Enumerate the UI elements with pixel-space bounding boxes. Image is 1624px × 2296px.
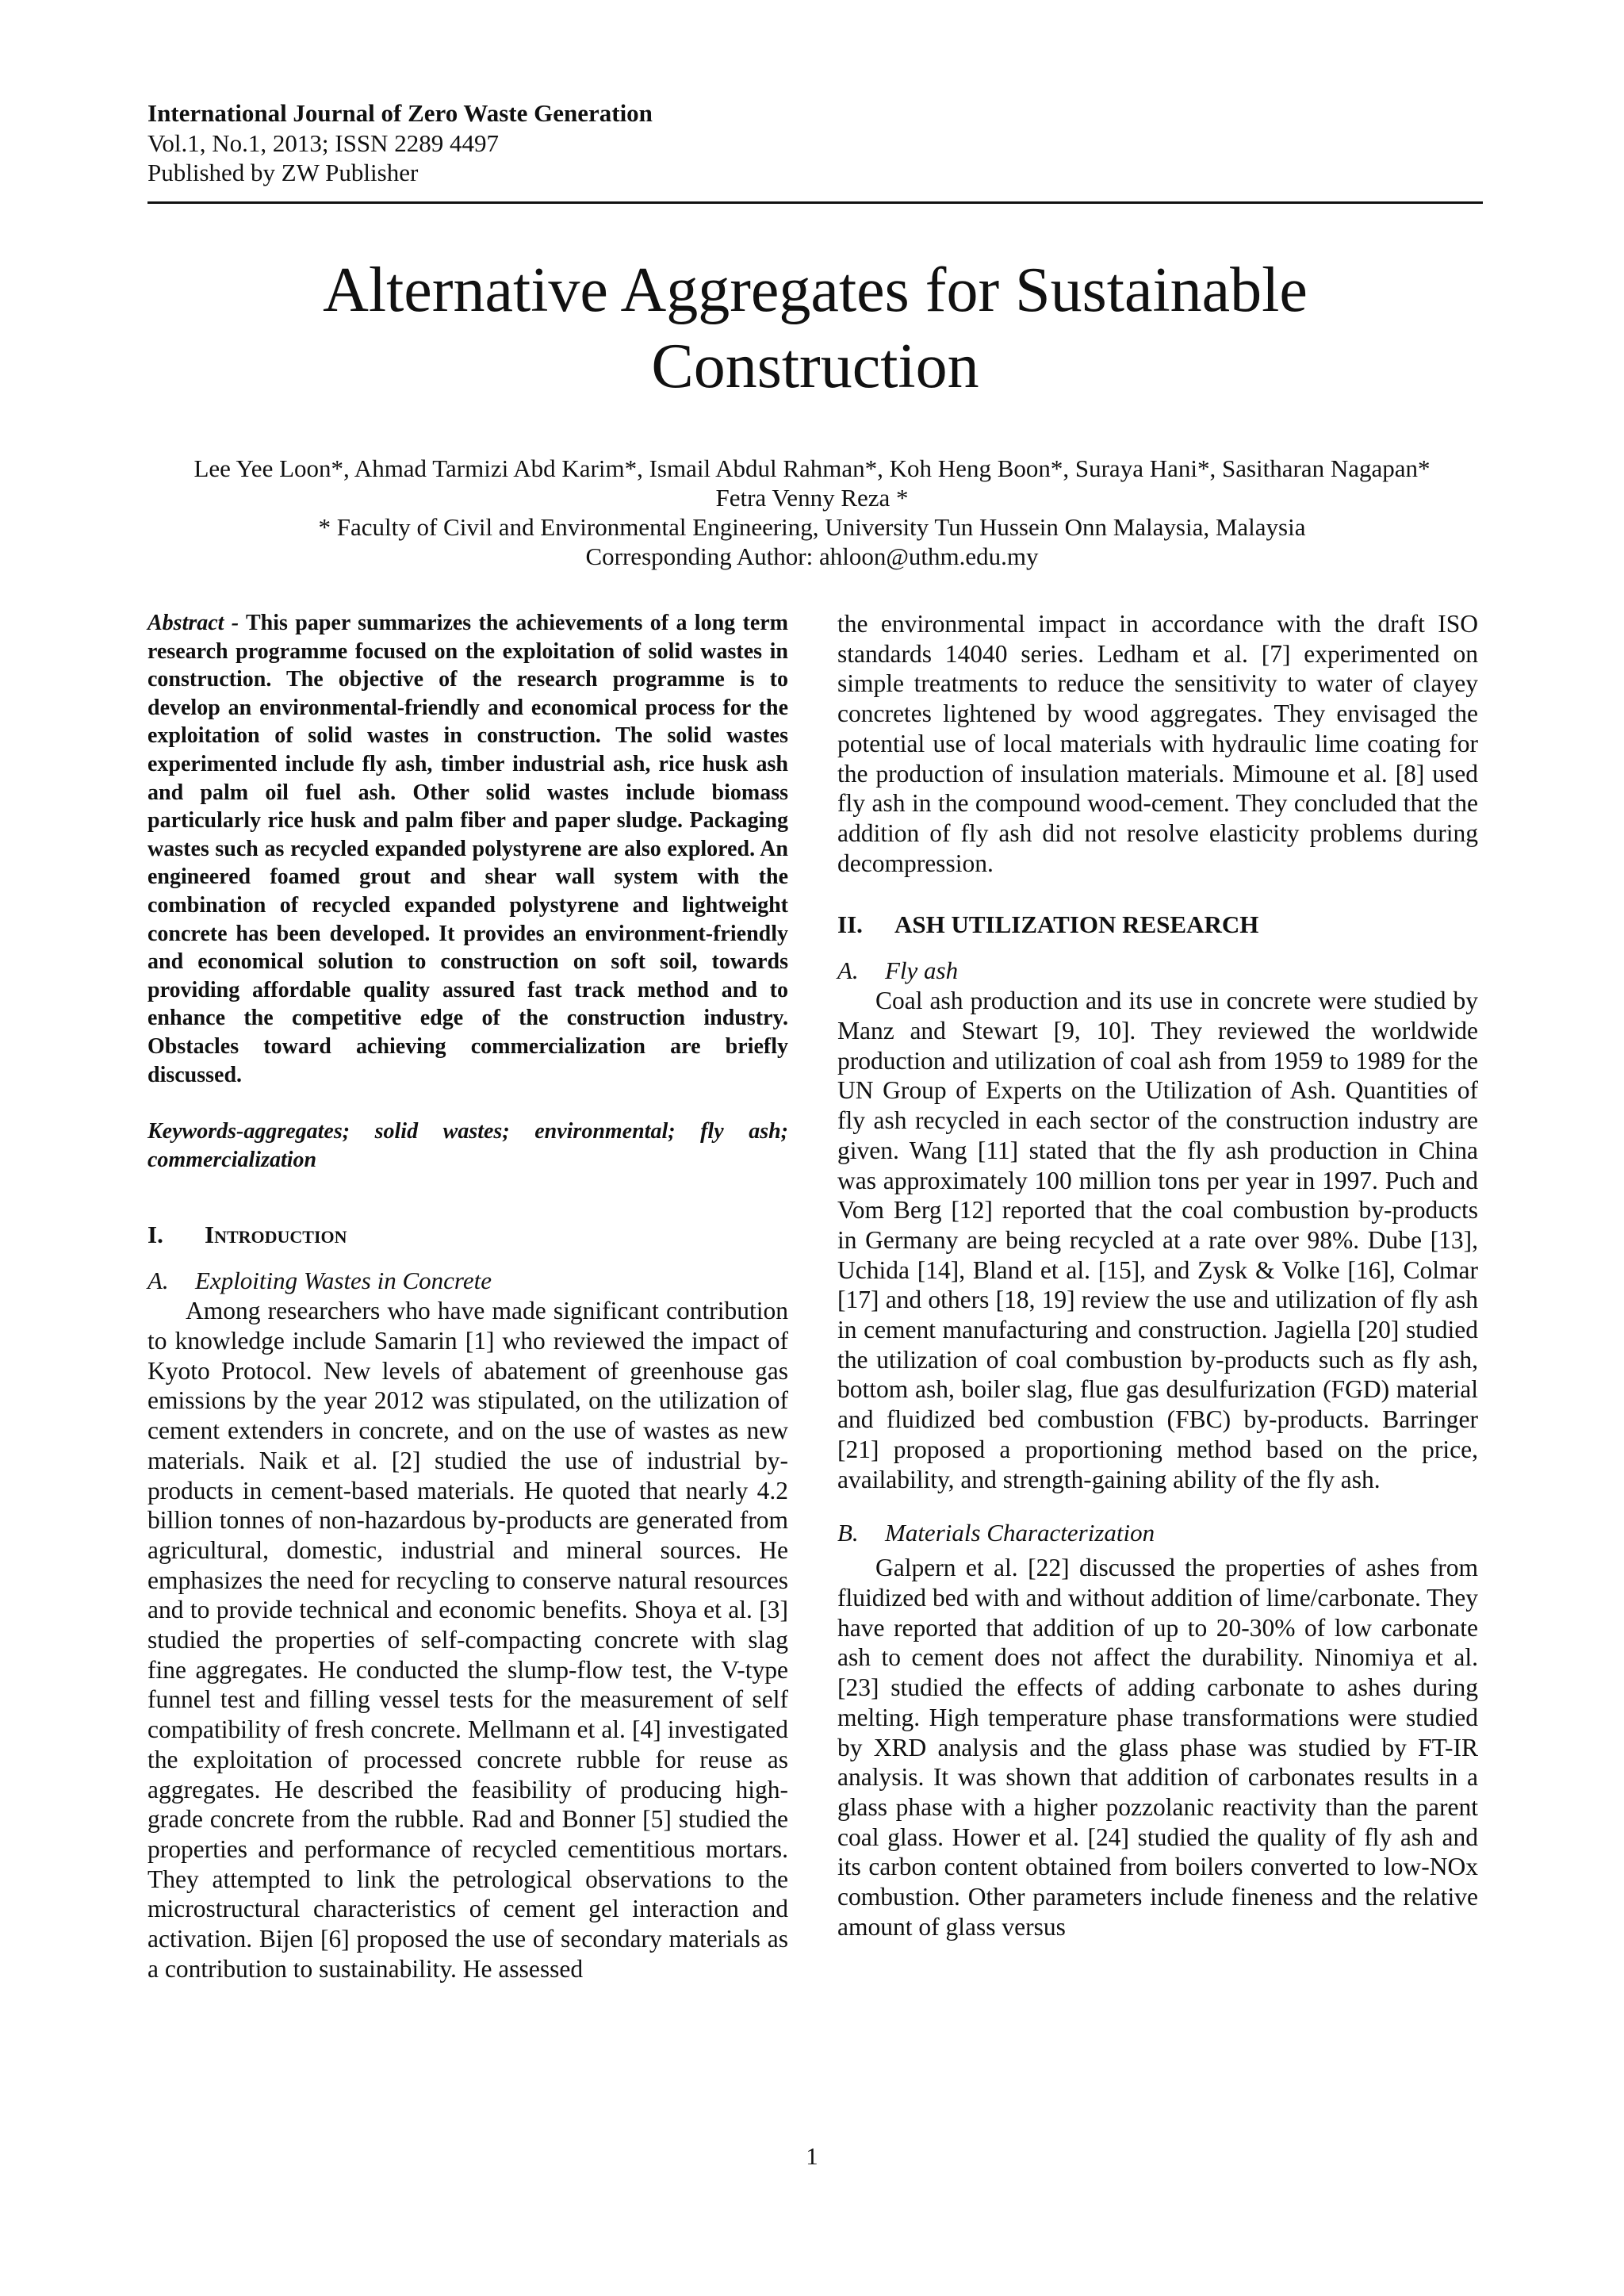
corresponding-author: Corresponding Author: ahloon@uthm.edu.my (585, 542, 1039, 570)
paper-title (147, 252, 1483, 404)
author-block (79, 454, 1545, 571)
abstract (147, 609, 788, 1089)
title-line-1: Alternative Aggregates for Sustainable (323, 255, 1308, 325)
paragraph-fly-ash: Coal ash production and its use in concrete were studied by Manz and Stewart [9, 10]. They reviewed the worldwide production and utilization of coal ash from 1959 to 1989 for the UN Group of Experts on the Utilization of Ash. Quantities of fly ash recycled in each sector of the construction industry are given. Wang [11] stated that the fly ash production in China was approximately 100 million tons per year in 1997. Puch and Vom Berg [12] reported that the coal combustion by-products in Germany are being recycled at a rate over 98%. Dube [13], Uchida [14], Bland et al. [15], and Zysk & Volke [16], Colmar [17] and others [18, 19] review the use and utilization of fly ash in cement manufacturing and construction. Jagiella [20] studied the utilization of coal combustion by-products such as fly ash, bottom ash, boiler slag, flue gas desulfurization (FGD) material and fluidized bed combustion (FBC) by-products. Barringer [21] proposed a proportioning method based on the price, availability, and strength-gaining ability of the fly ash. (837, 987, 1478, 1493)
author-list-continued: Fetra Venny Reza * (715, 484, 909, 512)
paragraph-introduction: Among researchers who have made significant contribution to knowledge include Samarin [1] who reviewed the impact of Kyoto Protocol. New levels of abatement of greenhouse gas emissions by the year 2012 was stipulated, on the utilization of cement extenders in concrete, and on the use of wastes as new materials. Naik et al. [2] studied the use of industrial by-products in cement-based materials. He quoted that nearly 4.2 billion tonnes of non-hazardous by-products are generated from agricultural, domestic, industrial and mineral sources. He emphasizes the need for recycling to conserve natural resources and to provide technical and economic benefits. Shoya et al. [3] studied the properties of self-compacting concrete with slag fine aggregates. He conducted the slump-flow test, the V-type funnel test and filling vessel tests for the measurement of self compatibility of fresh concrete. Mellmann et al. [4] investigated the exploitation of processed concrete rubble for reuse as aggregates. He described the feasibility of producing high-grade concrete from the rubble. Rad and Bonner [5] studied the properties and performance of recycled cementitious mortars. They attempted to link the petrological observations to the microstructural characteristics of cement gel interaction and activation. Bijen [6] proposed the use of secondary materials as a contribution to sustainability. He assessed (147, 1297, 788, 1983)
abstract-lead: Abstract - (147, 611, 239, 635)
journal-volume: Vol.1, No.1, 2013; ISSN 2289 4497 (147, 129, 499, 157)
right-column (837, 609, 1478, 1941)
subsection-number: A. (147, 1267, 169, 1295)
author-list: Lee Yee Loon*, Ahmad Tarmizi Abd Karim*, Ismail Abdul Rahman*, Koh Heng Boon*, Suraya Hani*, Sasitharan Nagapan* (193, 454, 1431, 482)
section-number: II. (837, 910, 863, 939)
subsection-title: Materials Characterization (885, 1519, 1155, 1547)
subsection-heading-materials-characterization (837, 1518, 1478, 1548)
subsection-heading-exploiting-wastes (147, 1266, 788, 1296)
keywords: Keywords-aggregates; solid wastes; environmental; fly ash; commercialization (147, 1119, 788, 1172)
section-number: I. (147, 1221, 163, 1249)
title-line-2: Construction (651, 332, 979, 401)
section-title: ASH UTILIZATION RESEARCH (894, 910, 1259, 939)
journal-header (147, 98, 1483, 187)
abstract-text: This paper summarizes the achievements of a long term research programme focused on the exploitation of solid wastes in construction. The objective of the research programme is to develop an environmental-friendly and economical process for the exploitation of solid wastes in construction. The solid wastes experimented include fly ash, timber industrial ash, rice husk ash and palm oil fuel ash. Other solid wastes include biomass particularly rice husk and palm fiber and paper sludge. Packaging wastes such as recycled expanded polystyrene are also explored. An engineered foamed grout and shear wall system with the combination of recycled expanded polystyrene and lightweight concrete has been developed. It provides an environment-friendly and economical solution to construction on soft soil, towards providing affordable quality assured fast track method and to enhance the competitive edge of the construction industry. Obstacles toward achieving commercialization are briefly discussed. (147, 611, 789, 1087)
subsection-number: B. (837, 1519, 859, 1547)
section-title-rest: ntroduction (214, 1221, 347, 1249)
subsection-title: Exploiting Wastes in Concrete (195, 1267, 492, 1295)
section-heading-ash-utilization (837, 910, 1478, 940)
affiliation: * Faculty of Civil and Environmental Engineering, University Tun Hussein Onn Malaysia, Malaysia (318, 513, 1306, 541)
paragraph-introduction-continued: the environmental impact in accordance with the draft ISO standards 14040 series. Ledham et al. [7] experimented on simple treatments to reduce the sensitivity to water of clayey concretes lightened by wood aggregates. They envisaged the potential use of local materials with hydraulic lime coating for the production of insulation materials. Mimoune et al. [8] used fly ash in the compound wood-cement. They concluded that the addition of fly ash did not resolve elasticity problems during decompression. (837, 610, 1478, 877)
paragraph-materials-characterization: Galpern et al. [22] discussed the properties of ashes from fluidized bed with and without addition of lime/carbonate. They have reported that addition of up to 20-30% of low carbonate ash to cement does not affect the durability. Ninomiya et al. [23] studied the effects of adding carbonate to ashes during melting. High temperature phase transformations were studied by XRD analysis and the glass phase was studied by FT-IR analysis. It was shown that addition of carbonates results in a glass phase with a higher pozzolanic reactivity than the parent coal glass. Hower et al. [24] studied the quality of fly ash and its carbon content obtained from boilers converted to low-NOx combustion. Other parameters include fineness and the relative amount of glass versus (837, 1554, 1478, 1941)
section-heading-introduction (147, 1220, 788, 1250)
subsection-number: A. (837, 956, 859, 985)
page-number: 1 (806, 2142, 818, 2170)
journal-name: International Journal of Zero Waste Generation (147, 99, 653, 127)
subsection-title: Fly ash (885, 956, 959, 985)
header-rule (147, 201, 1483, 204)
subsection-heading-fly-ash (837, 956, 1478, 986)
left-column (147, 609, 788, 1984)
section-title-initial: I (205, 1221, 215, 1249)
journal-publisher: Published by ZW Publisher (147, 159, 419, 186)
